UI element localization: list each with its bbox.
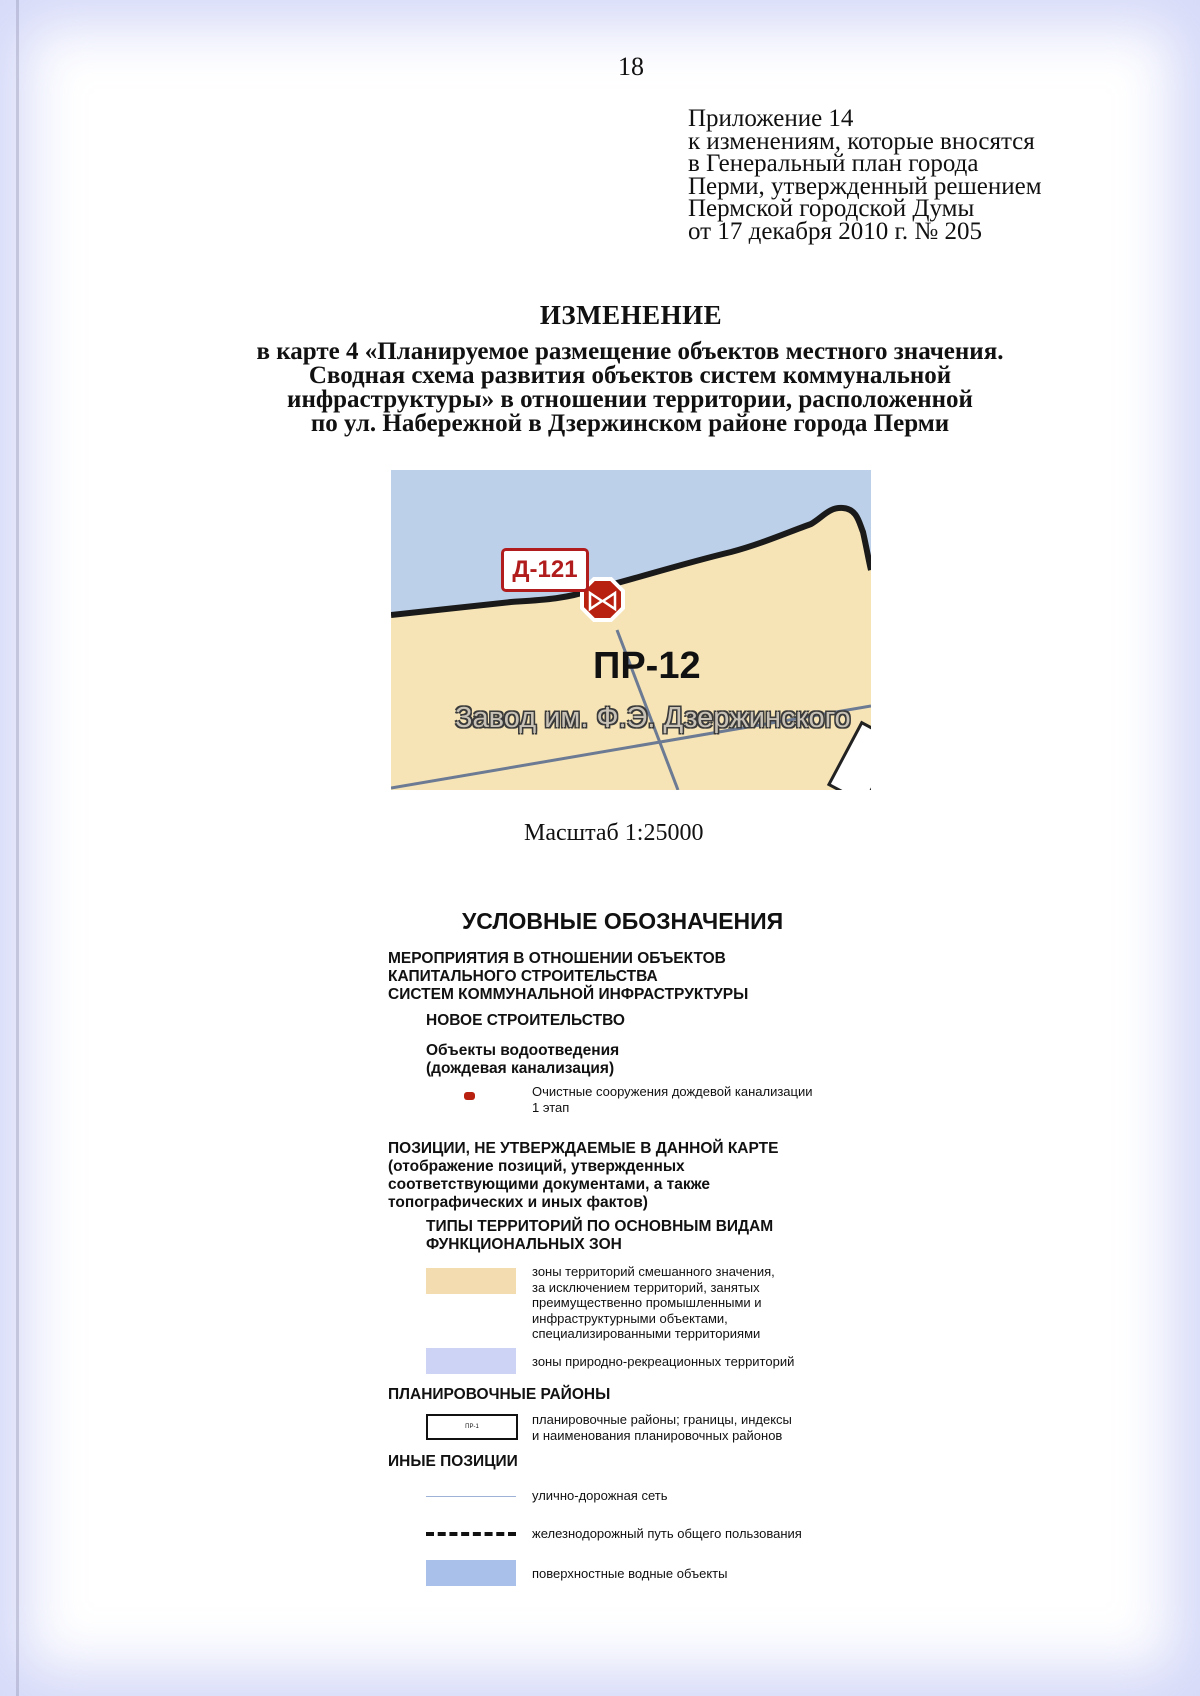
map-drawing (391, 470, 871, 790)
legend-line: Очистные сооружения дождевой канализации (532, 1084, 813, 1099)
legend-drainage-heading (426, 1042, 619, 1078)
water-swatch (426, 1560, 516, 1586)
subtitle-line: Сводная схема развития объектов систем коммунальной (308, 362, 952, 389)
appendix-line: Перми, утвержденный решением (688, 172, 1042, 200)
map-object-label: Д-121 (501, 548, 589, 592)
document-subtitle (150, 340, 1110, 436)
legend-zones-heading (426, 1218, 773, 1254)
legend-mixed-zone-text (532, 1264, 775, 1342)
legend-line: ФУНКЦИОНАЛЬНЫХ ЗОН (426, 1236, 622, 1253)
legend-line: зоны территорий смешанного значения, (532, 1264, 775, 1279)
subtitle-line: в карте 4 «Планируемое размещение объектов местного значения. (256, 338, 1004, 365)
railway-line-icon (426, 1532, 516, 1536)
legend-line: инфраструктурными объектами, (532, 1310, 728, 1326)
legend-line: за исключением территорий, занятых (532, 1279, 760, 1295)
appendix-line: в Генеральный план города (688, 150, 979, 177)
legend-road-text: улично-дорожная сеть (532, 1488, 668, 1503)
subtitle-line: инфраструктуры» в отношении территории, расположенной (287, 386, 973, 413)
document-title: ИЗМЕНЕНИЕ (539, 300, 723, 330)
legend-line: топографических и иных фактов) (388, 1194, 648, 1211)
appendix-block (688, 105, 1148, 245)
appendix-line: от 17 декабря 2010 г. № 205 (688, 217, 983, 245)
legend-planning-heading: ПЛАНИРОВОЧНЫЕ РАЙОНЫ (388, 1386, 611, 1403)
page-number: 18 (618, 52, 644, 81)
legend-title: УСЛОВНЫЕ ОБОЗНАЧЕНИЯ (462, 908, 784, 934)
legend-line: специализированными территориями (532, 1326, 761, 1341)
legend-planning-text (532, 1412, 792, 1443)
legend-line: Объекты водоотведения (426, 1042, 620, 1059)
legend-line: преимущественно промышленными и (532, 1295, 762, 1310)
legend-line: ПОЗИЦИИ, НЕ УТВЕРЖДАЕМЫЕ В ДАННОЙ КАРТЕ (388, 1140, 779, 1157)
appendix-line: к изменениям, которые вносятся (688, 127, 1035, 155)
scan-edge-line (16, 0, 19, 1696)
legend-new-construction: НОВОЕ СТРОИТЕЛЬСТВО (426, 1012, 625, 1029)
legend-line: (отображение позиций, утвержденных (388, 1158, 685, 1175)
legend-line: и наименования планировочных районов (532, 1427, 783, 1443)
mixed-zone-swatch (426, 1268, 516, 1294)
legend-other-heading: ИНЫЕ ПОЗИЦИИ (388, 1453, 518, 1470)
legend-recreation-text: зоны природно-рекреационных территорий (532, 1354, 795, 1369)
legend-treatment-text (532, 1084, 812, 1115)
legend-line: планировочные районы; границы, индексы (532, 1412, 792, 1427)
legend-line: (дождевая канализация) (426, 1060, 615, 1077)
recreation-zone-swatch (426, 1348, 516, 1374)
road-line-icon (426, 1496, 516, 1497)
legend-line: СИСТЕМ КОММУНАЛЬНОЙ ИНФРАСТРУКТУРЫ (388, 986, 749, 1003)
map-place-name: Завод им. Ф.Э. Дзержинского (455, 702, 851, 734)
planning-box-label: ПР-1 (465, 1424, 479, 1430)
map-planning-district: ПР-12 (593, 645, 701, 687)
legend-line: КАПИТАЛЬНОГО СТРОИТЕЛЬСТВА (388, 968, 658, 985)
legend-section-measures (388, 950, 748, 1004)
map-fragment (391, 470, 871, 790)
legend-section-positions (388, 1140, 778, 1212)
map-scale: Масштаб 1:25000 (524, 820, 704, 846)
legend-line: 1 этап (532, 1099, 570, 1115)
subtitle-line: по ул. Набережной в Дзержинском районе города Перми (310, 410, 950, 437)
legend-railway-text: железнодорожный путь общего пользования (532, 1526, 802, 1541)
treatment-facility-icon (464, 1092, 475, 1100)
legend-line: ТИПЫ ТЕРРИТОРИЙ ПО ОСНОВНЫМ ВИДАМ (426, 1218, 774, 1235)
planning-district-box-icon (426, 1414, 518, 1440)
legend-line: МЕРОПРИЯТИЯ В ОТНОШЕНИИ ОБЪЕКТОВ (388, 950, 726, 967)
legend-line: соответствующими документами, а также (388, 1176, 711, 1193)
appendix-line: Приложение 14 (688, 105, 854, 132)
legend-water-text: поверхностные водные объекты (532, 1566, 728, 1581)
appendix-line: Пермской городской Думы (688, 195, 975, 222)
